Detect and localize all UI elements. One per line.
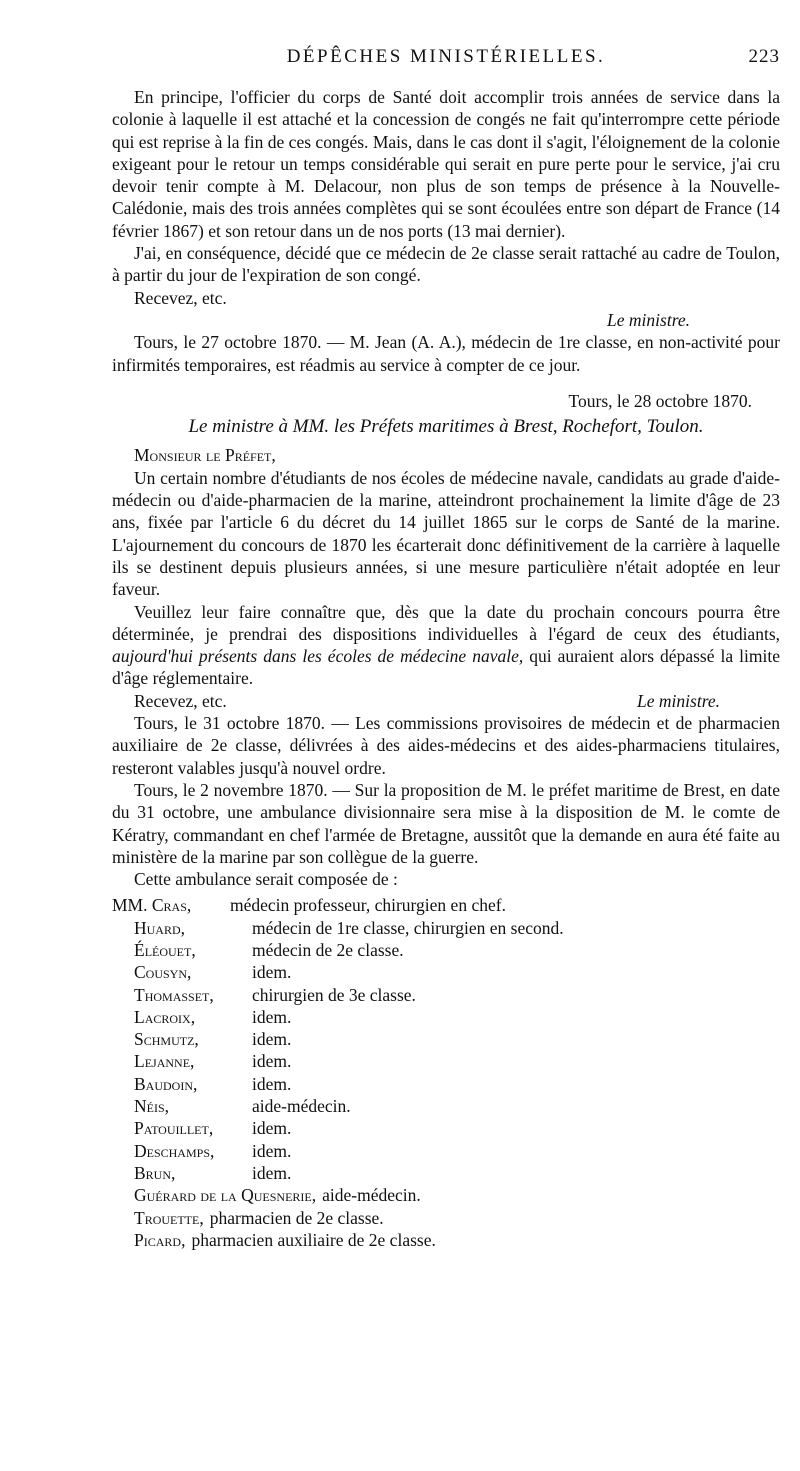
closing-2 [112,690,780,712]
staff-role: idem. [252,962,292,983]
list-item [112,1207,780,1229]
staff-name: Patouillet, [134,1118,214,1139]
staff-name: Cousyn, [134,962,192,983]
ambulance-staff-list [112,894,780,1251]
staff-role: idem. [252,1118,292,1139]
staff-name: Lacroix, [134,1006,196,1027]
paragraph-1: En principe, l'officier du corps de Santé doit accomplir trois années de service dans la colonie à laquelle il est attaché et la concession de congés ne fait qu'interrompre cette période qui est reprise à la fin de ces congés. Mais, dans le cas dont il s'agit, l'éloignement de la colonie exigeant pour le retour un temps considérable qui serait en pure perte pour le service, j'ai cru devoir tenir compte à M. Delacour, non plus de son temps de présence à la Nouvelle-Calédonie, mais des trois années complètes qui se sont écoulées entre son départ de France (14 février 1867) et son retour dans un de nos ports (13 mai dernier). [112,87,780,241]
page-body [112,86,780,1251]
staff-role: idem. [252,1162,292,1183]
staff-name: Brun, [134,1162,176,1183]
page-header [112,46,780,74]
staff-name: Néis, [134,1096,170,1117]
list-item [112,1184,780,1206]
list-item [112,1117,780,1139]
running-title: DÉPÊCHES MINISTÉRIELLES. [286,46,606,67]
closing-1: Recevez, etc. [134,287,227,308]
dateline-2: Tours, le 28 octobre 1870. [568,390,752,411]
paragraph-7: Tours, le 2 novembre 1870. — Sur la proposition de M. le préfet maritime de Brest, en date du 31 octobre, une ambulance divisionnaire sera mise à la disposition de M. le comte de Kératry, commandant en chef l'armée de Bretagne, aussitôt que la demande en aura été faite au ministère de la marine par son collègue de la guerre. [112,779,780,867]
paragraph-2: J'ai, en conséquence, décidé que ce médecin de 2e classe serait rattaché au cadre de Toulon, à partir du jour de l'expiration de son congé. [112,243,780,286]
list-item [112,1073,780,1095]
paragraph-6: Tours, le 31 octobre 1870. — Les commissions provisoires de médecin et de pharmacien auxiliaire de 2e classe, délivrées à des aides-médecins et des aides-pharmaciens titulaires, resteront valables jusqu'à nouvel ordre. [112,713,780,778]
staff-role: aide-médecin. [252,1096,351,1117]
staff-name: Picard, [134,1229,186,1250]
list-item [112,961,780,983]
list-item [112,939,780,961]
staff-name: Trouette, [134,1207,204,1228]
salutation: Monsieur le Préfet, [134,445,276,466]
paragraph-4: Un certain nombre d'étudiants de nos écoles de médecine navale, candidats au grade d'aide-médecin ou d'aide-pharmacien de la marine, atteindront prochainement la limite d'âge de 23 ans, fixée par l'article 6 du décret du 14 juillet 1865 sur le corps de Santé de la marine. L'ajournement du concours de 1870 les écarterait donc définitivement de la carrière à laquelle ils se destinent depuis plusieurs années, si une mesure particulière n'était adoptée en leur faveur. [112,467,780,600]
staff-name: Schmutz, [134,1029,199,1050]
closing-2-text: Recevez, etc. [134,690,227,711]
list-item [112,1140,780,1162]
staff-role: aide-médecin. [322,1185,421,1206]
list-item [112,1229,780,1251]
staff-role: idem. [252,1140,292,1161]
list-item [112,984,780,1006]
paragraph-3: Tours, le 27 octobre 1870. — M. Jean (A. A.), médecin de 1re classe, en non-activité pour infirmités temporaires, est réadmis au service à compter de ce jour. [112,332,780,375]
list-item [112,1050,780,1072]
staff-role: idem. [252,1051,292,1072]
paragraph-5 [112,601,780,690]
list-item [112,917,780,939]
staff-role: idem. [252,1006,292,1027]
staff-role: médecin professeur, chirurgien en chef. [230,895,506,916]
signature-1: Le ministre. [607,309,690,330]
list-item [112,894,780,916]
staff-name: Thomasset, [134,984,214,1005]
staff-role: médecin de 1re classe, chirurgien en second. [252,917,564,938]
staff-name: Deschamps, [134,1140,215,1161]
list-item [112,1095,780,1117]
paragraph-5-c: qui auraient alors dépassé la limite d'âge réglementaire. [112,646,780,689]
staff-name: Guérard de la Quesnerie, [134,1185,317,1206]
dispatch-heading: Le ministre à MM. les Préfets maritimes à Brest, Rochefort, Toulon. [188,416,704,438]
staff-name: Huard, [134,917,186,938]
staff-name: MM. Cras, [112,895,192,916]
page-number: 223 [748,46,780,67]
staff-role: idem. [252,1029,292,1050]
paragraph-8: Cette ambulance serait composée de : [134,869,398,890]
paragraph-5-a: Veuillez leur faire connaître que, dès que la date du prochain concours pourra être déterminée, je prendrai des dispositions individuelles à l'égard de ceux des étudiants, [112,601,780,644]
staff-role: idem. [252,1073,292,1094]
staff-role: pharmacien de 2e classe. [209,1207,384,1228]
list-item [112,1162,780,1184]
staff-role: médecin de 2e classe. [252,939,404,960]
list-item [112,1006,780,1028]
staff-name: Baudoin, [134,1073,198,1094]
staff-role: pharmacien auxiliaire de 2e classe. [191,1229,436,1250]
paragraph-5-emphasis: aujourd'hui présents dans les écoles de médecine navale, [112,646,524,667]
signature-2: Le ministre. [637,690,720,711]
staff-name: Éléouet, [134,939,196,960]
staff-name: Lejanne, [134,1051,195,1072]
staff-role: chirurgien de 3e classe. [252,984,416,1005]
list-item [112,1028,780,1050]
